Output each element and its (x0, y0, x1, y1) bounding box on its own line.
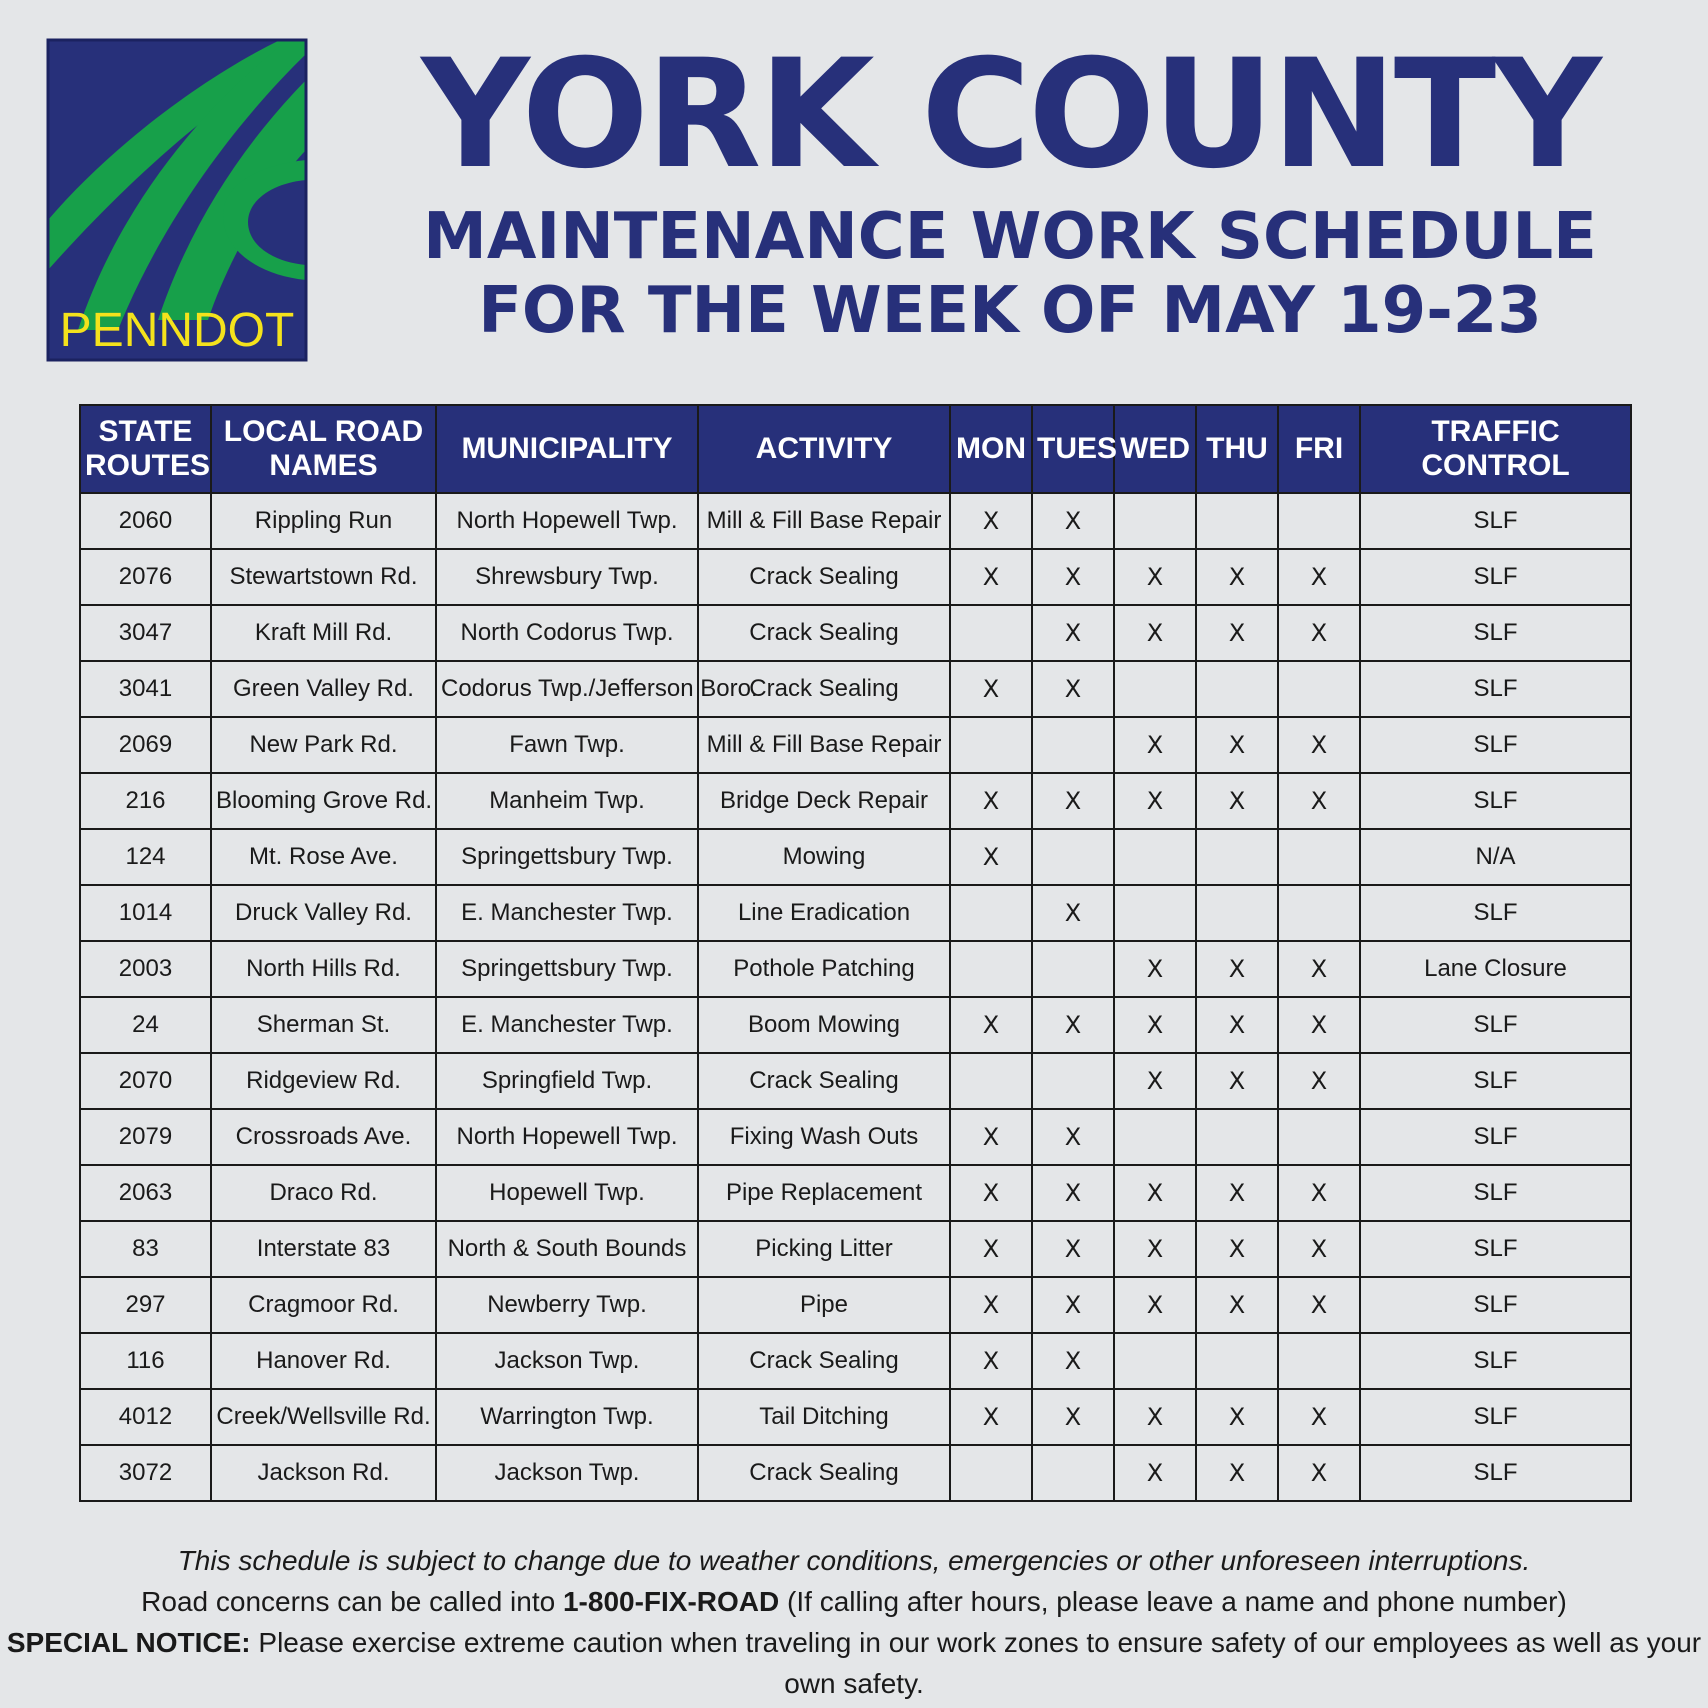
wed-cell: X (1114, 773, 1196, 829)
wed-cell: X (1114, 1389, 1196, 1445)
activity-cell: Mill & Fill Base Repair (698, 493, 950, 549)
tues-cell: X (1032, 1165, 1114, 1221)
traffic-control-cell: SLF (1360, 1277, 1631, 1333)
table-row (80, 941, 1631, 997)
table-row (80, 605, 1631, 661)
thu-cell (1196, 1333, 1278, 1389)
fri-cell (1278, 829, 1360, 885)
activity-cell: Boom Mowing (698, 997, 950, 1053)
wed-cell: X (1114, 1445, 1196, 1501)
wed-cell: X (1114, 941, 1196, 997)
municipality-cell: Warrington Twp. (436, 1389, 698, 1445)
tues-cell (1032, 941, 1114, 997)
road-name-cell: North Hills Rd. (211, 941, 436, 997)
penndot-logo (48, 40, 306, 360)
municipality-cell: Springettsbury Twp. (436, 941, 698, 997)
road-name-cell: Draco Rd. (211, 1165, 436, 1221)
thu-cell: X (1196, 605, 1278, 661)
table-row (80, 1109, 1631, 1165)
table-row (80, 549, 1631, 605)
mon-cell (950, 885, 1032, 941)
header-municipality: MUNICIPALITY (436, 405, 698, 493)
footer (0, 1540, 1708, 1704)
table-row (80, 661, 1631, 717)
road-name-cell: Blooming Grove Rd. (211, 773, 436, 829)
traffic-control-cell: SLF (1360, 773, 1631, 829)
tues-cell: X (1032, 1389, 1114, 1445)
activity-cell: Pipe Replacement (698, 1165, 950, 1221)
traffic-control-cell: SLF (1360, 1109, 1631, 1165)
header-thu: THU (1196, 405, 1278, 493)
footer-concerns: Road concerns can be called into 1-800-FIX-ROAD (If calling after hours, please leave a name and phone number) (141, 1586, 1567, 1617)
header-traffic-control: TRAFFIC CONTROL (1360, 405, 1631, 493)
activity-cell: Mowing (698, 829, 950, 885)
schedule-table (79, 404, 1632, 1502)
municipality-cell: North Hopewell Twp. (436, 493, 698, 549)
table-row (80, 997, 1631, 1053)
activity-cell: Crack Sealing (698, 549, 950, 605)
traffic-control-cell: SLF (1360, 661, 1631, 717)
route-cell: 2069 (80, 717, 211, 773)
wed-cell (1114, 661, 1196, 717)
fri-cell: X (1278, 997, 1360, 1053)
traffic-control-cell: SLF (1360, 885, 1631, 941)
wed-cell: X (1114, 1165, 1196, 1221)
road-name-cell: Crossroads Ave. (211, 1109, 436, 1165)
schedule-body (80, 493, 1631, 1501)
mon-cell (950, 605, 1032, 661)
header (360, 30, 1660, 348)
thu-cell (1196, 829, 1278, 885)
special-notice-label: SPECIAL NOTICE: (6, 1627, 251, 1658)
municipality-cell: Manheim Twp. (436, 773, 698, 829)
table-header-row (80, 405, 1631, 493)
municipality-cell: Codorus Twp./Jefferson Boro. (436, 661, 698, 717)
road-name-cell: Mt. Rose Ave. (211, 829, 436, 885)
route-cell: 83 (80, 1221, 211, 1277)
activity-cell: Line Eradication (698, 885, 950, 941)
phone-number: 1-800-FIX-ROAD (562, 1586, 780, 1617)
municipality-cell: Jackson Twp. (436, 1445, 698, 1501)
municipality-cell: E. Manchester Twp. (436, 885, 698, 941)
header-wed: WED (1114, 405, 1196, 493)
fri-cell: X (1278, 717, 1360, 773)
thu-cell: X (1196, 1053, 1278, 1109)
road-name-cell: Creek/Wellsville Rd. (211, 1389, 436, 1445)
table-row (80, 1053, 1631, 1109)
traffic-control-cell: SLF (1360, 493, 1631, 549)
route-cell: 2070 (80, 1053, 211, 1109)
traffic-control-cell: Lane Closure (1360, 941, 1631, 997)
thu-cell: X (1196, 1445, 1278, 1501)
route-cell: 2060 (80, 493, 211, 549)
mon-cell: X (950, 829, 1032, 885)
tues-cell: X (1032, 1277, 1114, 1333)
thu-cell (1196, 661, 1278, 717)
tues-cell: X (1032, 997, 1114, 1053)
road-name-cell: New Park Rd. (211, 717, 436, 773)
road-name-cell: Sherman St. (211, 997, 436, 1053)
route-cell: 116 (80, 1333, 211, 1389)
thu-cell: X (1196, 717, 1278, 773)
thu-cell: X (1196, 997, 1278, 1053)
fri-cell: X (1278, 1053, 1360, 1109)
route-cell: 3072 (80, 1445, 211, 1501)
traffic-control-cell: SLF (1360, 1221, 1631, 1277)
road-name-cell: Kraft Mill Rd. (211, 605, 436, 661)
traffic-control-cell: N/A (1360, 829, 1631, 885)
mon-cell: X (950, 997, 1032, 1053)
tues-cell: X (1032, 493, 1114, 549)
mon-cell: X (950, 549, 1032, 605)
footer-special-notice: SPECIAL NOTICE: Please exercise extreme caution when traveling in our work zones to ensure safety of our employees as well as your own safety. (6, 1627, 1702, 1699)
activity-cell: Picking Litter (698, 1221, 950, 1277)
table-row (80, 773, 1631, 829)
tues-cell: X (1032, 885, 1114, 941)
wed-cell: X (1114, 717, 1196, 773)
table-row (80, 1333, 1631, 1389)
road-name-cell: Green Valley Rd. (211, 661, 436, 717)
logo-text: PENNDOT (59, 304, 295, 357)
mon-cell (950, 1445, 1032, 1501)
thu-cell: X (1196, 1221, 1278, 1277)
mon-cell: X (950, 773, 1032, 829)
table-row (80, 885, 1631, 941)
activity-cell: Fixing Wash Outs (698, 1109, 950, 1165)
thu-cell: X (1196, 773, 1278, 829)
thu-cell: X (1196, 1165, 1278, 1221)
route-cell: 2063 (80, 1165, 211, 1221)
table-row (80, 1165, 1631, 1221)
mon-cell: X (950, 1109, 1032, 1165)
road-name-cell: Hanover Rd. (211, 1333, 436, 1389)
thu-cell: X (1196, 1277, 1278, 1333)
fri-cell (1278, 493, 1360, 549)
activity-cell: Crack Sealing (698, 605, 950, 661)
wed-cell: X (1114, 549, 1196, 605)
municipality-cell: Hopewell Twp. (436, 1165, 698, 1221)
municipality-cell: Shrewsbury Twp. (436, 549, 698, 605)
mon-cell (950, 717, 1032, 773)
mon-cell: X (950, 661, 1032, 717)
road-name-cell: Jackson Rd. (211, 1445, 436, 1501)
tues-cell: X (1032, 1221, 1114, 1277)
wed-cell: X (1114, 1221, 1196, 1277)
tues-cell: X (1032, 549, 1114, 605)
wed-cell (1114, 885, 1196, 941)
traffic-control-cell: SLF (1360, 605, 1631, 661)
wed-cell: X (1114, 997, 1196, 1053)
route-cell: 2076 (80, 549, 211, 605)
tues-cell: X (1032, 773, 1114, 829)
header-state-routes: STATE ROUTES (80, 405, 211, 493)
traffic-control-cell: SLF (1360, 549, 1631, 605)
tues-cell (1032, 1053, 1114, 1109)
table-row (80, 1277, 1631, 1333)
tues-cell: X (1032, 605, 1114, 661)
wed-cell (1114, 1333, 1196, 1389)
activity-cell: Pothole Patching (698, 941, 950, 997)
traffic-control-cell: SLF (1360, 1389, 1631, 1445)
route-cell: 3041 (80, 661, 211, 717)
wed-cell: X (1114, 1053, 1196, 1109)
route-cell: 124 (80, 829, 211, 885)
road-name-cell: Stewartstown Rd. (211, 549, 436, 605)
mon-cell: X (950, 1165, 1032, 1221)
mon-cell (950, 1053, 1032, 1109)
municipality-cell: Springettsbury Twp. (436, 829, 698, 885)
thu-cell: X (1196, 549, 1278, 605)
table-row (80, 1389, 1631, 1445)
route-cell: 3047 (80, 605, 211, 661)
route-cell: 2079 (80, 1109, 211, 1165)
fri-cell: X (1278, 549, 1360, 605)
thu-cell: X (1196, 941, 1278, 997)
penndot-road-logo-icon (48, 40, 306, 360)
table-row (80, 1445, 1631, 1501)
municipality-cell: Fawn Twp. (436, 717, 698, 773)
tues-cell: X (1032, 1333, 1114, 1389)
road-name-cell: Rippling Run (211, 493, 436, 549)
tues-cell (1032, 829, 1114, 885)
route-cell: 297 (80, 1277, 211, 1333)
wed-cell (1114, 1109, 1196, 1165)
municipality-cell: Jackson Twp. (436, 1333, 698, 1389)
fri-cell: X (1278, 1165, 1360, 1221)
road-name-cell: Interstate 83 (211, 1221, 436, 1277)
municipality-cell: E. Manchester Twp. (436, 997, 698, 1053)
road-name-cell: Cragmoor Rd. (211, 1277, 436, 1333)
table-row (80, 829, 1631, 885)
route-cell: 24 (80, 997, 211, 1053)
page-subtitle-line2: FOR THE WEEK OF MAY 19-23 (478, 274, 1542, 348)
route-cell: 2003 (80, 941, 211, 997)
header-mon: MON (950, 405, 1032, 493)
route-cell: 4012 (80, 1389, 211, 1445)
mon-cell: X (950, 1389, 1032, 1445)
fri-cell: X (1278, 1277, 1360, 1333)
page-title: YORK COUNTY (421, 28, 1599, 202)
municipality-cell: North Codorus Twp. (436, 605, 698, 661)
traffic-control-cell: SLF (1360, 1445, 1631, 1501)
road-name-cell: Ridgeview Rd. (211, 1053, 436, 1109)
table-row (80, 493, 1631, 549)
header-fri: FRI (1278, 405, 1360, 493)
wed-cell: X (1114, 605, 1196, 661)
fri-cell: X (1278, 1221, 1360, 1277)
header-tues: TUES (1032, 405, 1114, 493)
footer-disclaimer: This schedule is subject to change due to weather conditions, emergencies or other unforeseen interruptions. (177, 1545, 1531, 1576)
wed-cell: X (1114, 1277, 1196, 1333)
page-subtitle-line1: MAINTENANCE WORK SCHEDULE (423, 200, 1597, 274)
fri-cell (1278, 661, 1360, 717)
municipality-cell: Newberry Twp. (436, 1277, 698, 1333)
tues-cell: X (1032, 661, 1114, 717)
traffic-control-cell: SLF (1360, 1333, 1631, 1389)
mon-cell: X (950, 1277, 1032, 1333)
traffic-control-cell: SLF (1360, 997, 1631, 1053)
activity-cell: Tail Ditching (698, 1389, 950, 1445)
traffic-control-cell: SLF (1360, 1053, 1631, 1109)
mon-cell: X (950, 1221, 1032, 1277)
activity-cell: Mill & Fill Base Repair (698, 717, 950, 773)
activity-cell: Crack Sealing (698, 1445, 950, 1501)
wed-cell (1114, 829, 1196, 885)
table-row (80, 1221, 1631, 1277)
fri-cell: X (1278, 605, 1360, 661)
traffic-control-cell: SLF (1360, 1165, 1631, 1221)
municipality-cell: North & South Bounds (436, 1221, 698, 1277)
traffic-control-cell: SLF (1360, 717, 1631, 773)
header-activity: ACTIVITY (698, 405, 950, 493)
thu-cell (1196, 885, 1278, 941)
wed-cell (1114, 493, 1196, 549)
fri-cell: X (1278, 773, 1360, 829)
table-row (80, 717, 1631, 773)
fri-cell: X (1278, 941, 1360, 997)
activity-cell: Crack Sealing (698, 1333, 950, 1389)
activity-cell: Crack Sealing (698, 1053, 950, 1109)
route-cell: 216 (80, 773, 211, 829)
fri-cell: X (1278, 1389, 1360, 1445)
fri-cell: X (1278, 1445, 1360, 1501)
header-local-road-names: LOCAL ROAD NAMES (211, 405, 436, 493)
thu-cell (1196, 1109, 1278, 1165)
road-name-cell: Druck Valley Rd. (211, 885, 436, 941)
tues-cell: X (1032, 1109, 1114, 1165)
tues-cell (1032, 1445, 1114, 1501)
activity-cell: Pipe (698, 1277, 950, 1333)
fri-cell (1278, 885, 1360, 941)
municipality-cell: North Hopewell Twp. (436, 1109, 698, 1165)
tues-cell (1032, 717, 1114, 773)
route-cell: 1014 (80, 885, 211, 941)
thu-cell (1196, 493, 1278, 549)
mon-cell: X (950, 493, 1032, 549)
fri-cell (1278, 1333, 1360, 1389)
thu-cell: X (1196, 1389, 1278, 1445)
municipality-cell: Springfield Twp. (436, 1053, 698, 1109)
fri-cell (1278, 1109, 1360, 1165)
mon-cell (950, 941, 1032, 997)
activity-cell: Crack Sealing (698, 661, 950, 717)
mon-cell: X (950, 1333, 1032, 1389)
activity-cell: Bridge Deck Repair (698, 773, 950, 829)
